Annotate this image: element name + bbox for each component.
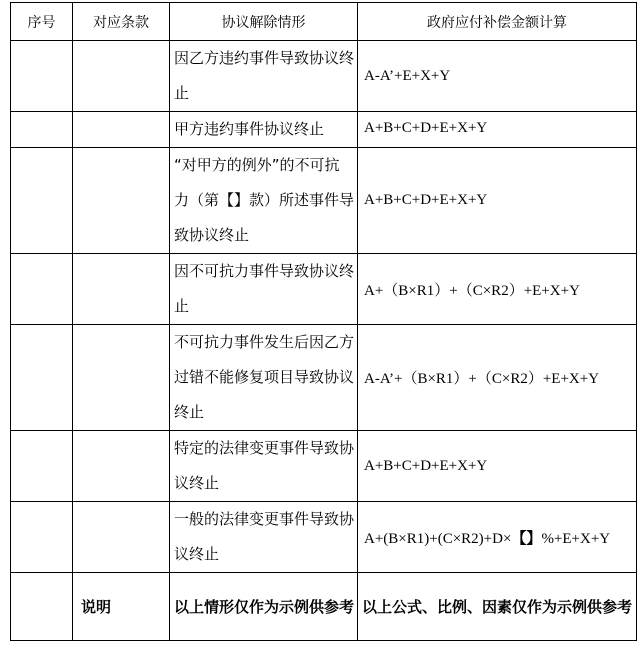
- row-index: [11, 112, 73, 148]
- situation-note: 以上情形仅作为示例供参考: [170, 573, 358, 641]
- table-row: [11, 148, 637, 254]
- compensation-table: [10, 2, 637, 641]
- table-row: [11, 431, 637, 502]
- row-formula: A+B+C+D+E+X+Y: [358, 431, 637, 502]
- row-clause: [73, 431, 170, 502]
- row-index: [11, 325, 73, 431]
- row-clause: [73, 254, 170, 325]
- row-situation: 特定的法律变更事件导致协议终止: [170, 431, 358, 502]
- table-row: [11, 502, 637, 573]
- row-situation: 因不可抗力事件导致协议终止: [170, 254, 358, 325]
- row-situation: 因乙方违约事件导致协议终止: [170, 41, 358, 112]
- formula-note: 以上公式、比例、因素仅作为示例供参考: [358, 573, 637, 641]
- header-formula: 政府应付补偿金额计算: [358, 3, 637, 41]
- header-situation: 协议解除情形: [170, 3, 358, 41]
- formula-part: %+E+X+Y: [541, 530, 611, 547]
- note-label: 说明: [73, 573, 170, 641]
- row-formula: [358, 502, 637, 573]
- table-row: [11, 325, 637, 431]
- row-index: [11, 431, 73, 502]
- header-clause: 对应条款: [73, 3, 170, 41]
- note-index: [11, 573, 73, 641]
- row-situation: “对甲方的例外”的不可抗力（第【】款）所述事件导致协议终止: [170, 148, 358, 254]
- note-row: [11, 573, 637, 641]
- row-situation: 甲方违约事件协议终止: [170, 112, 358, 148]
- row-index: [11, 502, 73, 573]
- row-formula: A+B+C+D+E+X+Y: [358, 148, 637, 254]
- formula-part: A+(B×R1)+(C×R2)+D×: [364, 530, 512, 547]
- table-row: [11, 41, 637, 112]
- row-formula: A+B+C+D+E+X+Y: [358, 112, 637, 148]
- row-clause: [73, 502, 170, 573]
- row-clause: [73, 112, 170, 148]
- row-index: [11, 254, 73, 325]
- row-formula: A+（B×R1）+（C×R2）+E+X+Y: [358, 254, 637, 325]
- header-index: 序号: [11, 3, 73, 41]
- table-row: [11, 254, 637, 325]
- row-index: [11, 41, 73, 112]
- row-formula: A-A’+E+X+Y: [358, 41, 637, 112]
- row-situation: 一般的法律变更事件导致协议终止: [170, 502, 358, 573]
- header-row: [11, 3, 637, 41]
- row-index: [11, 148, 73, 254]
- row-situation: 不可抗力事件发生后因乙方过错不能修复项目导致协议终止: [170, 325, 358, 431]
- row-clause: [73, 41, 170, 112]
- row-clause: [73, 148, 170, 254]
- formula-bracket: 【】: [511, 528, 542, 547]
- row-clause: [73, 325, 170, 431]
- row-formula: A-A’+（B×R1）+（C×R2）+E+X+Y: [358, 325, 637, 431]
- table-row: [11, 112, 637, 148]
